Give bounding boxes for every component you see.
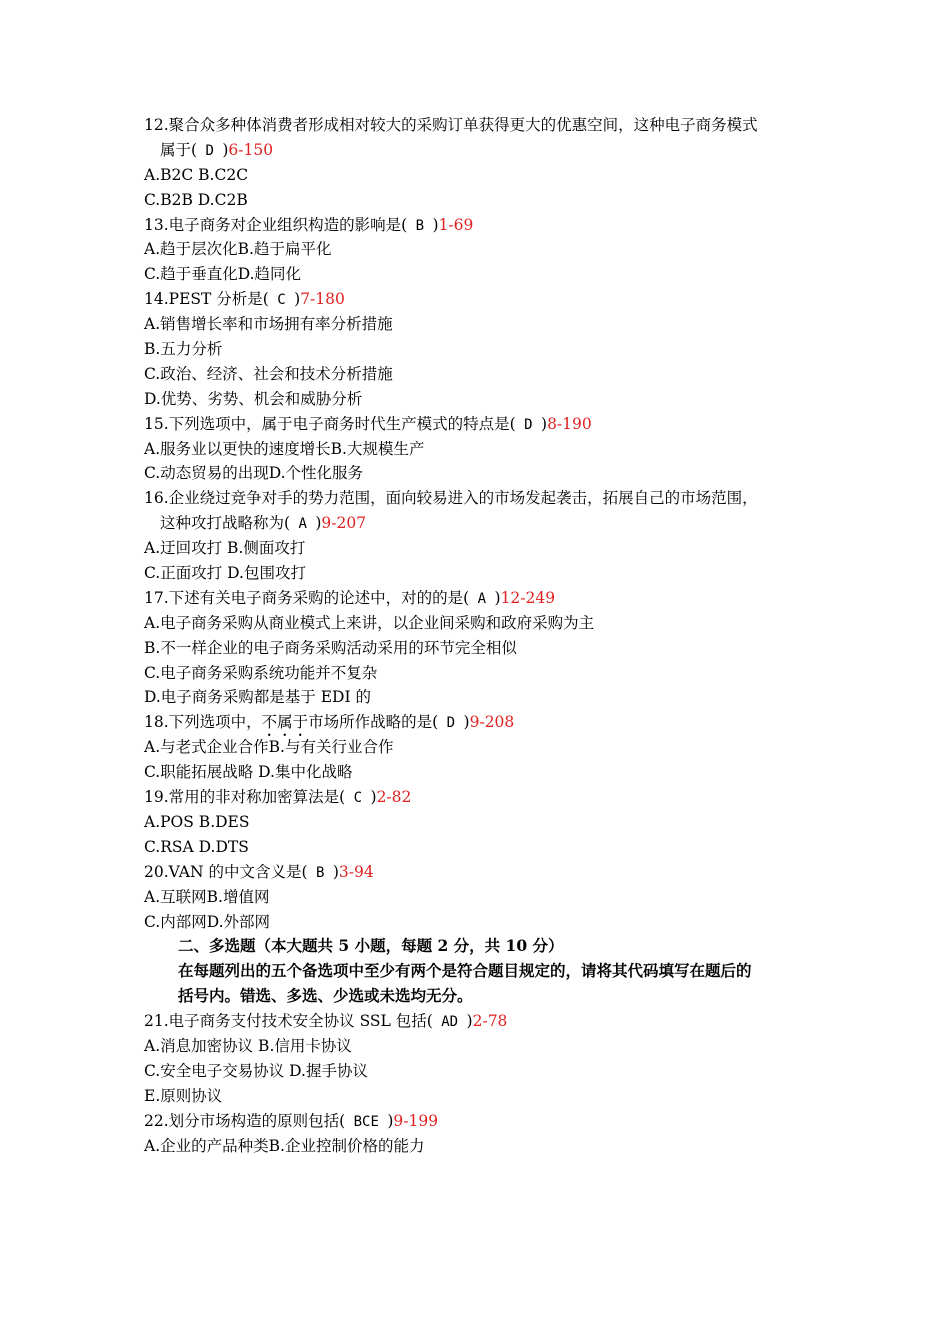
option-line: A.消息加密协议 B.信用卡协议 <box>144 1036 352 1055</box>
page-reference: 3-94 <box>338 862 374 881</box>
option-line: C.趋于垂直化D.趋同化 <box>144 265 302 284</box>
question-13: 13.电子商务对企业组织构造的影响是( B )1-69 <box>144 215 474 234</box>
question-19: 19.常用的非对称加密算法是( C )2-82 <box>144 788 412 807</box>
question-18: 18.下列选项中，不属于市场所作战略的是( D )9-208 <box>144 713 515 732</box>
page-reference: 12-249 <box>500 588 556 607</box>
option-line: C.内部网D.外部网 <box>144 912 271 931</box>
page-reference: 8-190 <box>547 414 592 433</box>
question-12-answer-line: 属于( D )6-150 <box>160 140 274 159</box>
option-line: E.原则协议 <box>144 1086 223 1105</box>
page-reference: 9-207 <box>321 514 367 533</box>
option-line: C.政治、经济、社会和技术分析措施 <box>144 364 393 383</box>
question-17: 17.下述有关电子商务采购的论述中，对的的是( A )12-249 <box>144 588 556 607</box>
option-line: C.电子商务采购系统功能并不复杂 <box>144 663 378 682</box>
answer-mark: AD <box>432 1014 467 1031</box>
answer-mark: B <box>307 864 333 881</box>
option-line: A.POS B.DES <box>144 812 250 831</box>
option-line: D.电子商务采购都是基于 EDI 的 <box>144 688 372 707</box>
answer-mark: B <box>407 217 433 234</box>
option-line: A.销售增长率和市场拥有率分析措施 <box>144 315 393 334</box>
option-line: C.职能拓展战略 D.集中化战略 <box>144 763 353 782</box>
answer-mark: D <box>197 142 223 159</box>
question-14: 14.PEST 分析是( C )7-180 <box>144 290 345 309</box>
option-line: B.不一样企业的电子商务采购活动采用的环节完全相似 <box>144 638 517 657</box>
option-line: A.服务业以更快的速度增长B.大规模生产 <box>144 439 425 458</box>
page-reference: 1-69 <box>438 215 474 234</box>
page-reference: 7-180 <box>300 290 345 309</box>
question-16-text: 16.企业绕过竞争对手的势力范围，面向较易进入的市场发起袭击，拓展自己的市场范围， <box>144 489 758 508</box>
question-22: 22.划分市场构造的原则包括( BCE )9-199 <box>144 1111 439 1130</box>
section-instruction: 括号内。错选、多选、少选或未选均无分。 <box>178 986 473 1006</box>
question-12-text: 12.聚合众多种体消费者形成相对较大的采购订单获得更大的优惠空间，这种电子商务模式 <box>144 116 758 134</box>
option-line: B.五力分析 <box>144 340 223 359</box>
emphasis-text: 不属于 <box>261 713 309 732</box>
section-heading: 二、多选题（本大题共 5 小题，每题 2 分，共 10 分） <box>178 936 564 956</box>
option-line: A.B2C B.C2C <box>144 165 249 184</box>
option-line: A.趋于层次化B.趋于扁平化 <box>144 240 332 259</box>
page-reference: 6-150 <box>228 140 274 159</box>
answer-mark: C <box>345 790 371 807</box>
option-line: A.电子商务采购从商业模式上来讲，以企业间采购和政府采购为主 <box>144 613 595 632</box>
page-reference: 9-208 <box>469 713 515 732</box>
section-instruction: 在每题列出的五个备选项中至少有两个是符合题目规定的，请将其代码填写在题后的 <box>178 961 752 981</box>
option-line: A.迂回攻打 B.侧面攻打 <box>144 539 306 558</box>
question-16-answer-line: 这种攻打战略称为( A )9-207 <box>160 514 367 533</box>
option-line: C.正面攻打 D.包围攻打 <box>144 564 306 583</box>
question-21: 21.电子商务支付技术安全协议 SSL 包括( AD )2-78 <box>144 1012 508 1031</box>
page-reference: 2-82 <box>376 788 412 807</box>
option-line: C.动态贸易的出现D.个性化服务 <box>144 464 364 483</box>
option-line: C.B2B D.C2B <box>144 190 248 209</box>
answer-mark: BCE <box>345 1113 388 1130</box>
question-15: 15.下列选项中，属于电子商务时代生产模式的特点是( D )8-190 <box>144 414 592 433</box>
option-line: A.与老式企业合作B.与有关行业合作 <box>144 738 394 757</box>
answer-mark: A <box>290 516 316 533</box>
option-line: C.RSA D.DTS <box>144 837 249 856</box>
page-reference: 2-78 <box>472 1012 508 1031</box>
option-line: C.安全电子交易协议 D.握手协议 <box>144 1061 368 1080</box>
answer-mark: D <box>438 715 464 732</box>
answer-mark: A <box>469 590 495 607</box>
document-page <box>144 113 824 1158</box>
option-line: D.优势、劣势、机会和威胁分析 <box>144 389 363 408</box>
option-line: A.企业的产品种类B.企业控制价格的能力 <box>144 1136 425 1155</box>
answer-mark: C <box>268 292 295 309</box>
page-reference: 9-199 <box>393 1111 439 1130</box>
question-20: 20.VAN 的中文含义是( B )3-94 <box>144 862 374 881</box>
answer-mark: D <box>515 416 541 433</box>
option-line: A.互联网B.增值网 <box>144 887 270 906</box>
